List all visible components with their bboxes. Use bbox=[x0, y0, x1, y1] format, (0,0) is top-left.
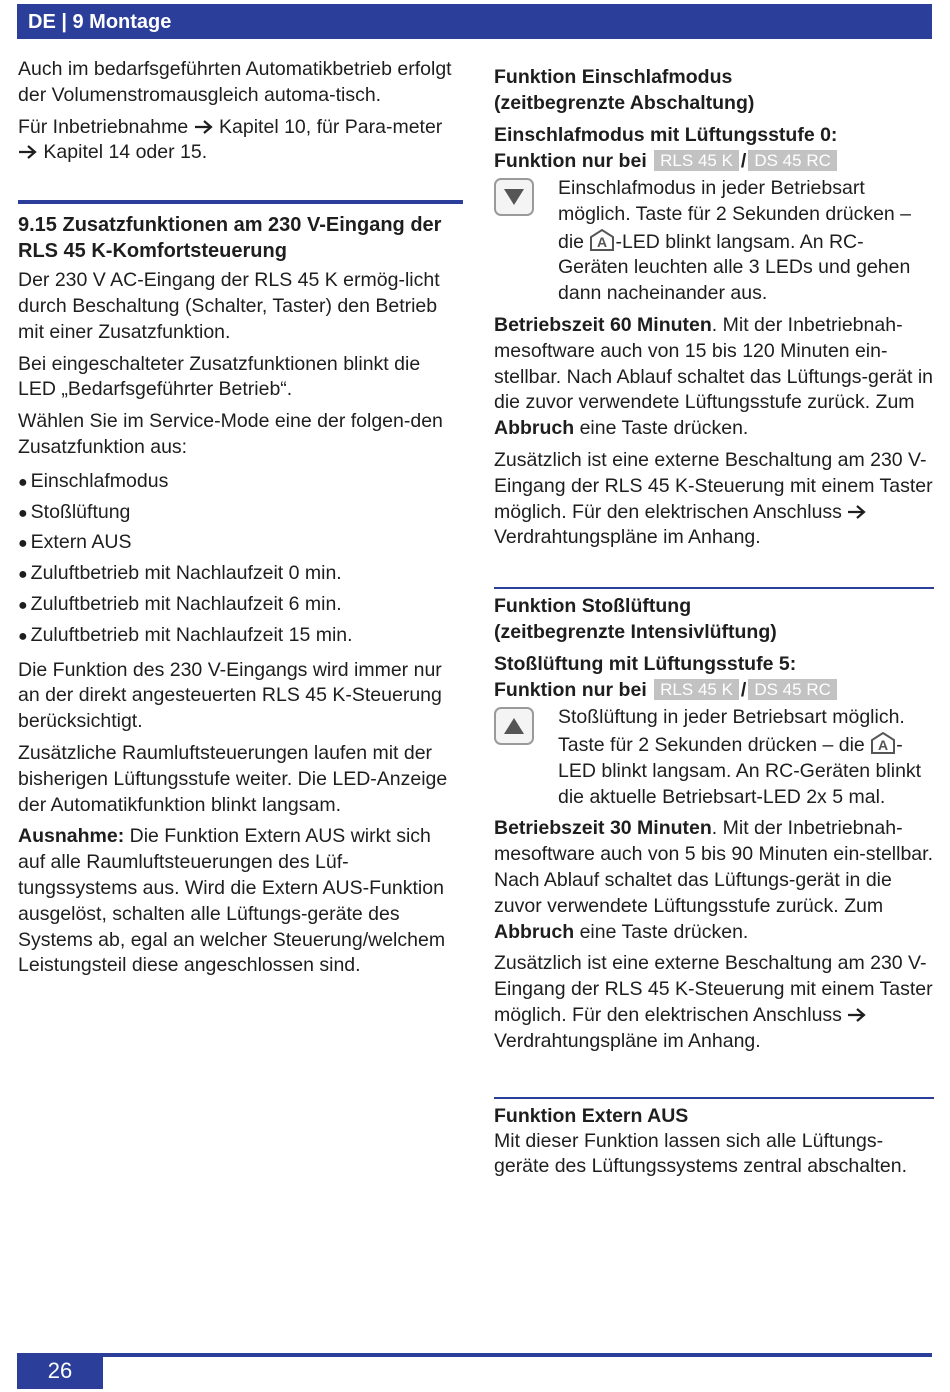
exception-paragraph: Ausnahme: Die Funktion Extern AUS wirkt sich auf alle Raumluftsteuerungen des Lüf-tungssystems aus. Wird die Extern AUS-Funktion ausgelöst, schalten alle Lüftungs-geräte des Systems ab, egal an welcher Steuerung/welchem Leistungsteil diese angeschlossen sind. bbox=[18, 825, 446, 977]
section-paragraph: Wählen Sie im Service-Mode eine der folgen-den Zusatzfunktion aus: bbox=[18, 410, 443, 458]
list-item: ● Stoßlüftung bbox=[18, 498, 463, 529]
page-number: 26 bbox=[17, 1353, 103, 1389]
arrow-right-icon bbox=[18, 144, 38, 160]
section-paragraph: Bei eingeschalteter Zusatzfunktionen blinkt die LED „Bedarfsgeführter Betrieb“. bbox=[18, 352, 421, 401]
arrow-right-icon bbox=[847, 1007, 867, 1023]
automatic-a-icon bbox=[589, 228, 615, 252]
list-item: ● Einschlafmodus bbox=[18, 467, 463, 498]
arrow-right-icon bbox=[194, 119, 214, 135]
extern-paragraph: Mit dieser Funktion lassen sich alle Lüftungs-geräte des Lüftungssystems zentral abschalten. bbox=[494, 1129, 907, 1178]
runtime-paragraph: Betriebszeit 30 Minuten. Mit der Inbetriebnah-mesoftware auch von 5 bis 90 Minuten ein-stellbar. Nach Ablauf schaltet das Lüftungs-gerät in die zuvor verwendete Lüftungsstufe zurück. Zum Abbruch eine Taste drücken. bbox=[494, 817, 933, 943]
stoss-subtitle: (zeitbegrenzte Intensivlüftung) bbox=[494, 621, 777, 644]
einschlaf-title: Funktion Einschlafmodus bbox=[494, 66, 733, 88]
key-instruction: Einschlafmodus in jeder Betriebsart möglich. Taste für 2 Sekunden drücken – die A -LED blinkt langsam. An RC-Geräten leuchten alle 3 LEDs und gehen dann nacheinander aus. bbox=[494, 176, 934, 307]
einschlafmodus-section bbox=[494, 64, 934, 551]
runtime-paragraph: Betriebszeit 60 Minuten. Mit der Inbetriebnah-mesoftware auch von 15 bis 120 Minuten ein-stellbar. Nach Ablauf schaltet das Lüftungs-gerät in die zuvor verwendete Lüftungsstufe zurück. Zum Abbruch eine Taste drücken. bbox=[494, 313, 934, 440]
list-item: ● Zuluftbetrieb mit Nachlaufzeit 6 min. bbox=[18, 590, 463, 621]
footer-rule bbox=[17, 1353, 932, 1357]
automatic-a-icon bbox=[870, 731, 896, 755]
svg-text:A: A bbox=[597, 233, 608, 250]
section-title: 9.15 Zusatzfunktionen am 230 V-Eingang der RLS 45 K-Komfortsteuerung bbox=[18, 214, 442, 263]
section-paragraph: Die Funktion des 230 V-Eingangs wird immer nur an der direkt angesteuerten RLS 45 K-Steuerung berücksichtigt. bbox=[18, 658, 442, 733]
stosslueftung-section bbox=[494, 593, 934, 1054]
device-tag-rls: RLS 45 K bbox=[654, 150, 739, 171]
stoss-title: Funktion Stoßlüftung bbox=[494, 595, 692, 618]
device-tag-ds: DS 45 RC bbox=[748, 679, 837, 700]
einschlaf-subtitle: (zeitbegrenzte Abschaltung) bbox=[494, 92, 755, 114]
einschlaf-device-line: Funktion nur bei RLS 45 K / DS 45 RC bbox=[494, 148, 934, 174]
list-item: ● Zuluftbetrieb mit Nachlaufzeit 15 min. bbox=[18, 621, 463, 652]
left-column bbox=[18, 57, 463, 985]
key-up-icon bbox=[494, 707, 534, 745]
einschlaf-mode-heading: Einschlafmodus mit Lüftungsstufe 0: bbox=[494, 124, 838, 146]
section-paragraph: Der 230 V AC-Eingang der RLS 45 K ermög-licht durch Beschaltung (Schalter, Taster) den Betrieb mit einer Zusatzfunktion. bbox=[18, 269, 440, 343]
extern-aus-section bbox=[494, 1103, 934, 1181]
wiring-paragraph: Zusätzlich ist eine externe Beschaltung am 230 V-Eingang der RLS 45 K-Steuerung mit einem Taster möglich. Für den elektrischen Anschluss Verdrahtungspläne im Anhang. bbox=[494, 952, 933, 1052]
intro-paragraph: Auch im bedarfsgeführten Automatikbetrieb erfolgt der Volumenstromausgleich automa-tisch. bbox=[18, 58, 452, 106]
extern-title: Funktion Extern AUS bbox=[494, 1104, 689, 1127]
exception-label: Ausnahme: bbox=[18, 825, 125, 848]
arrow-right-icon bbox=[847, 504, 867, 520]
header-title: DE | 9 Montage bbox=[28, 11, 172, 33]
stoss-device-line: Funktion nur bei RLS 45 K / DS 45 RC bbox=[494, 677, 934, 703]
svg-text:A: A bbox=[878, 736, 889, 753]
section-paragraph: Zusätzliche Raumluftsteuerungen laufen mit der bisherigen Lüftungsstufe weiter. Die LED-Anzeige der Automatikfunktion blinkt langsam. bbox=[18, 741, 448, 816]
intro-references: Für Inbetriebnahme Kapitel 10, für Para-meter Kapitel 14 oder 15. bbox=[18, 115, 443, 164]
key-instruction: Stoßlüftung in jeder Betriebsart möglich. Taste für 2 Sekunden drücken – die A -LED blinkt langsam. An RC-Geräten blinkt die aktuelle Betriebsart-LED 2x 5 mal. bbox=[494, 705, 934, 810]
stoss-mode-heading: Stoßlüftung mit Lüftungsstufe 5: bbox=[494, 653, 797, 676]
right-column bbox=[494, 64, 934, 1186]
page-header bbox=[17, 4, 932, 39]
list-item: ● Zuluftbetrieb mit Nachlaufzeit 0 min. bbox=[18, 559, 463, 590]
device-tag-rls: RLS 45 K bbox=[654, 679, 739, 700]
wiring-paragraph: Zusätzlich ist eine externe Beschaltung am 230 V-Eingang der RLS 45 K-Steuerung mit einem Taster möglich. Für den elektrischen Anschluss Verdrahtungspläne im Anhang. bbox=[494, 448, 933, 549]
device-tag-ds: DS 45 RC bbox=[748, 150, 837, 171]
key-down-icon bbox=[494, 178, 534, 216]
list-item: ● Extern AUS bbox=[18, 528, 463, 559]
